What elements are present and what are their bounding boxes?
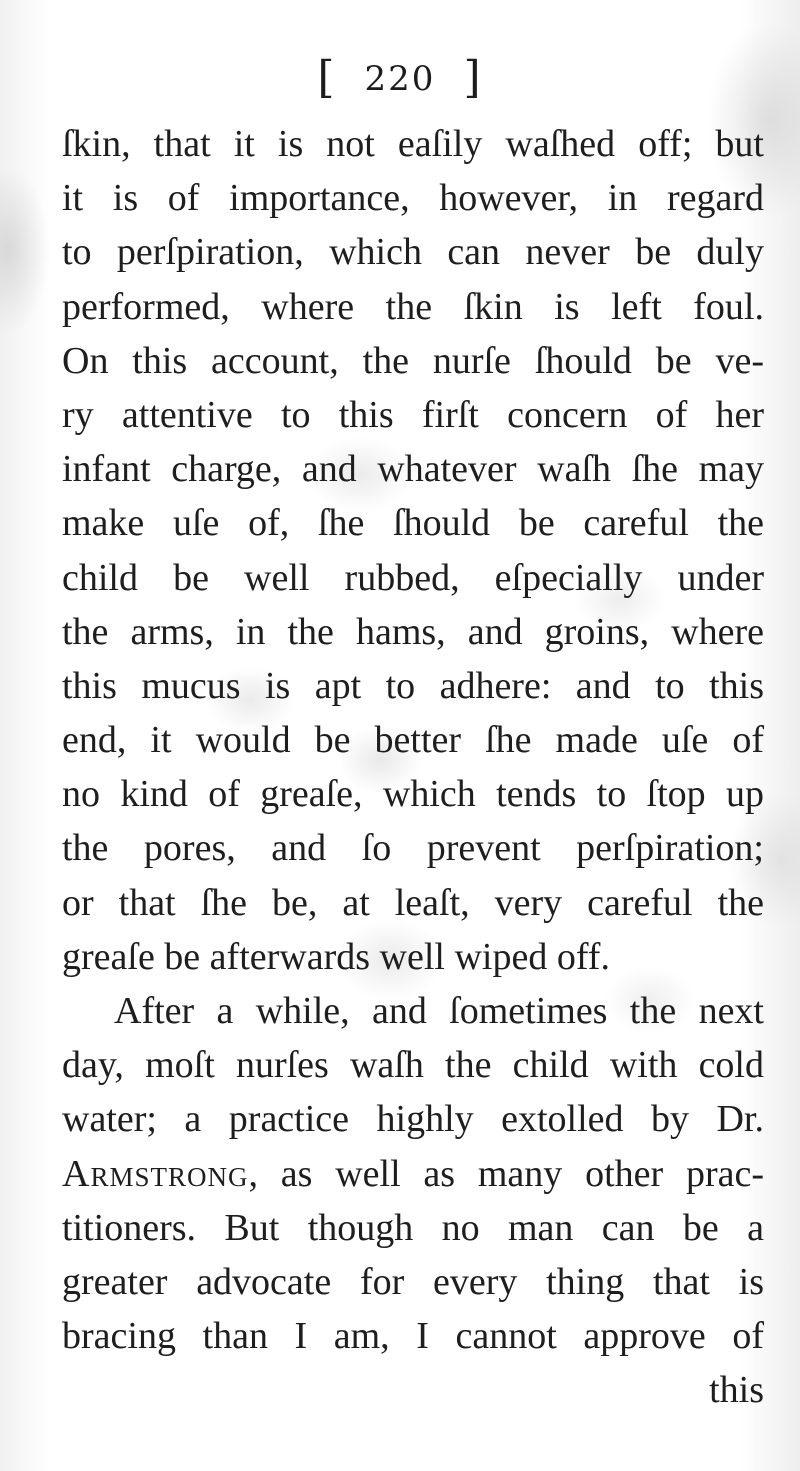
text-line: ſkin, that it is not eaſily waſhed off; but [62,123,764,165]
text-line: titioners. But though no man can be a [62,1206,764,1249]
catchword: this [709,1369,764,1412]
text-line: no kind of greaſe, which tends to ſtop up [62,773,764,816]
text-line: to perſpiration, which can never be duly [62,231,764,274]
text-fragment: , as well as many other prac- [248,1152,764,1195]
text-line: end, it would be better ſhe made uſe of [62,719,764,762]
body-text [62,117,764,1418]
paragraph-2 [62,984,764,1418]
text-line: water; a practice highly extolled by Dr. [62,1098,764,1141]
paragraph-1 [62,117,764,984]
text-line: day, moſt nurſes waſh the child with cold [62,1044,764,1087]
text-line: infant charge, and whatever waſh ſhe may [62,448,764,491]
text-line: bracing than I am, I cannot approve of [62,1315,764,1358]
text-line: On this account, the nurſe ſhould be ve- [62,339,764,382]
page-header [0,52,800,103]
person-name: Armstrong [62,1152,249,1195]
text-line: child be well rubbed, eſpecially under [62,556,764,599]
text-line: greaſe be afterwards well wiped off. [62,935,610,978]
text-line: greater advocate for every thing that is [62,1260,764,1303]
text-line: or that ſhe be, at leaſt, very careful the [62,881,764,924]
text-line: make uſe of, ſhe ſhould be careful the [62,502,764,545]
bracket-close: ] [463,52,483,103]
text-line: this mucus is apt to adhere: and to this [62,664,764,707]
page-number: 220 [364,59,436,99]
text-line: the pores, and ſo prevent perſpiration; [62,827,764,870]
text-line: performed, where the ſkin is left foul. [62,285,764,328]
text-line: it is of importance, however, in regard [62,177,764,220]
text-line: After a while, and ſometimes the next [114,990,764,1032]
bracket-open: [ [317,52,337,103]
text-line: ry attentive to this firſt concern of her [62,393,764,436]
text-line: the arms, in the hams, and groins, where [62,610,764,653]
text-line-with-name [62,1147,764,1201]
